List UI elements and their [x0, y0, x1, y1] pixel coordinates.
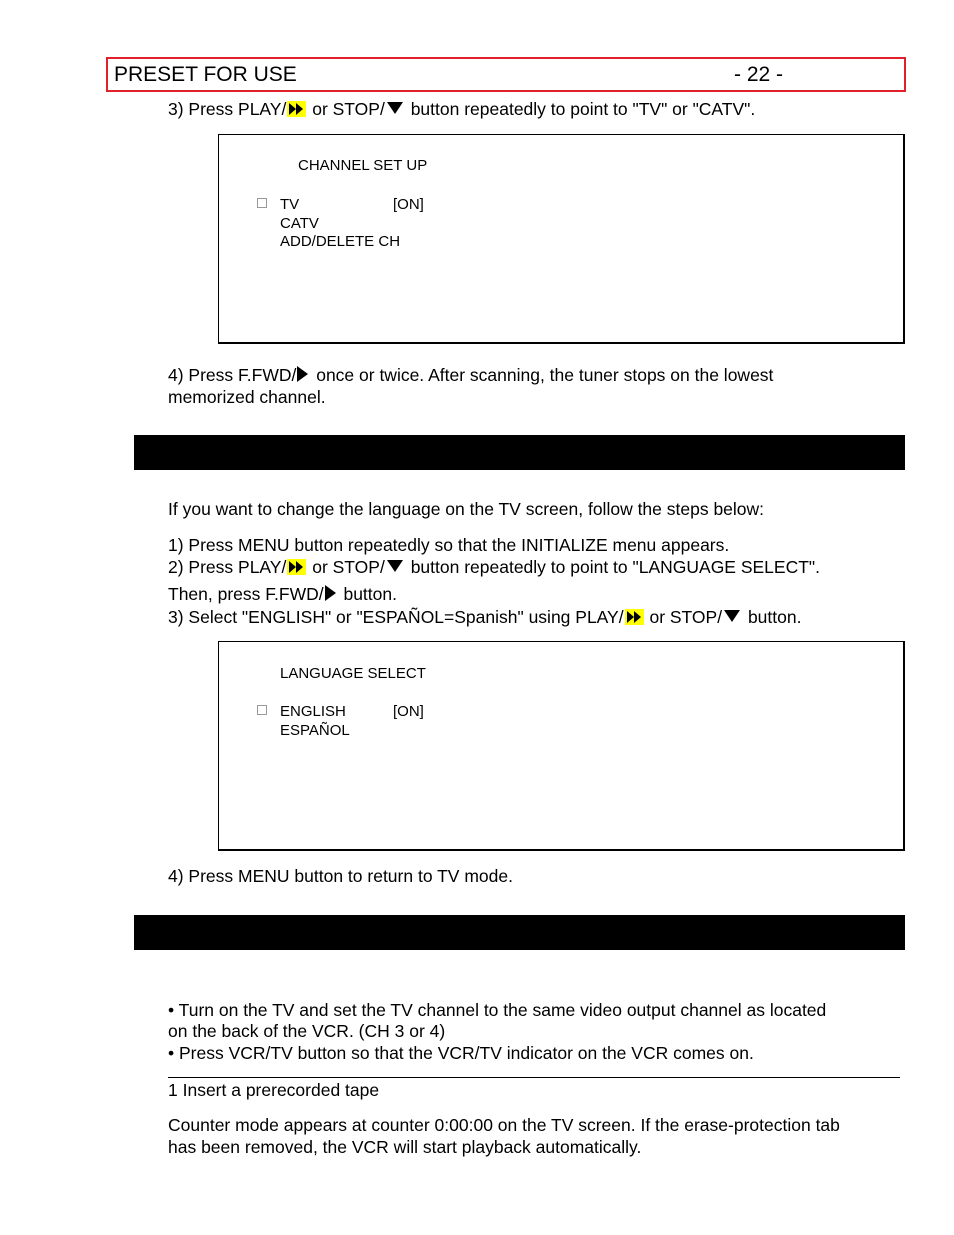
section-bar-playback	[134, 915, 905, 950]
checkbox-icon	[257, 198, 267, 208]
stop-down-icon	[387, 102, 403, 114]
text: 2) Press PLAY/	[168, 557, 287, 577]
lang-step2-line2	[168, 583, 397, 605]
text: button.	[338, 584, 397, 604]
menu-item-espanol: ESPAÑOL	[280, 722, 350, 739]
stop-down-icon	[724, 610, 740, 622]
step1-description-line2: has been removed, the VCR will start playback automatically.	[168, 1137, 642, 1157]
step3-tv-instruction	[168, 98, 755, 120]
status-on: [ON]	[393, 196, 424, 213]
divider	[168, 1077, 900, 1078]
menu-item-catv: CATV	[280, 215, 319, 232]
step1-description: Counter mode appears at counter 0:00:00 on the TV screen. If the erase-protection tab	[168, 1115, 840, 1135]
lang-step4: 4) Press MENU button to return to TV mode.	[168, 866, 513, 886]
menu-item-add-delete: ADD/DELETE CH	[280, 233, 401, 250]
checkbox-icon	[257, 705, 267, 715]
text: once or twice. After scanning, the tuner stops on the lowest	[311, 365, 774, 385]
lang-step1: 1) Press MENU button repeatedly so that the INITIALIZE menu appears.	[168, 535, 730, 555]
play-ff-icon	[287, 101, 306, 117]
stop-down-icon	[387, 560, 403, 572]
page-number: - 22 -	[734, 63, 784, 86]
text: Then, press F.FWD/	[168, 584, 324, 604]
play-ff-icon	[625, 609, 644, 625]
channel-setup-screen	[218, 134, 905, 344]
text: button repeatedly to point to "LANGUAGE SELECT".	[405, 557, 820, 577]
lang-step3	[168, 606, 801, 628]
fwd-right-icon	[297, 366, 308, 382]
text: button repeatedly to point to "TV" or "CATV".	[405, 99, 756, 119]
language-intro: If you want to change the language on the TV screen, follow the steps below:	[168, 499, 765, 519]
menu-item-english: ENGLISH	[280, 703, 346, 720]
screen-title: CHANNEL SET UP	[298, 157, 428, 174]
lang-step2	[168, 556, 820, 578]
text: 3) Press PLAY/	[168, 99, 287, 119]
step1-title: 1 Insert a prerecorded tape	[168, 1080, 380, 1100]
text: 3) Select "ENGLISH" or "ESPAÑOL=Spanish" using PLAY/	[168, 607, 624, 627]
text: or STOP/	[307, 557, 385, 577]
step4-fwd-line2: memorized channel.	[168, 387, 326, 407]
text: or STOP/	[307, 99, 385, 119]
text: or STOP/	[644, 607, 723, 627]
play-ff-icon	[287, 559, 306, 575]
status-on: [ON]	[393, 703, 424, 720]
screen-title: LANGUAGE SELECT	[280, 665, 426, 682]
bullet-vcr-tv: • Press VCR/TV button so that the VCR/TV indicator on the VCR comes on.	[168, 1043, 754, 1063]
bullet-tv-channel-line2: on the back of the VCR. (CH 3 or 4)	[168, 1021, 446, 1041]
page-header	[106, 57, 906, 92]
language-select-screen	[218, 641, 905, 851]
menu-item-tv: TV	[280, 196, 300, 213]
section-bar-language	[134, 435, 905, 470]
bullet-tv-channel: • Turn on the TV and set the TV channel to the same video output channel as located	[168, 1000, 827, 1020]
section-title: PRESET FOR USE	[114, 63, 297, 86]
text: button.	[743, 607, 802, 627]
fwd-right-icon	[325, 585, 336, 601]
step4-fwd-instruction	[168, 364, 773, 386]
text: 4) Press F.FWD/	[168, 365, 297, 385]
